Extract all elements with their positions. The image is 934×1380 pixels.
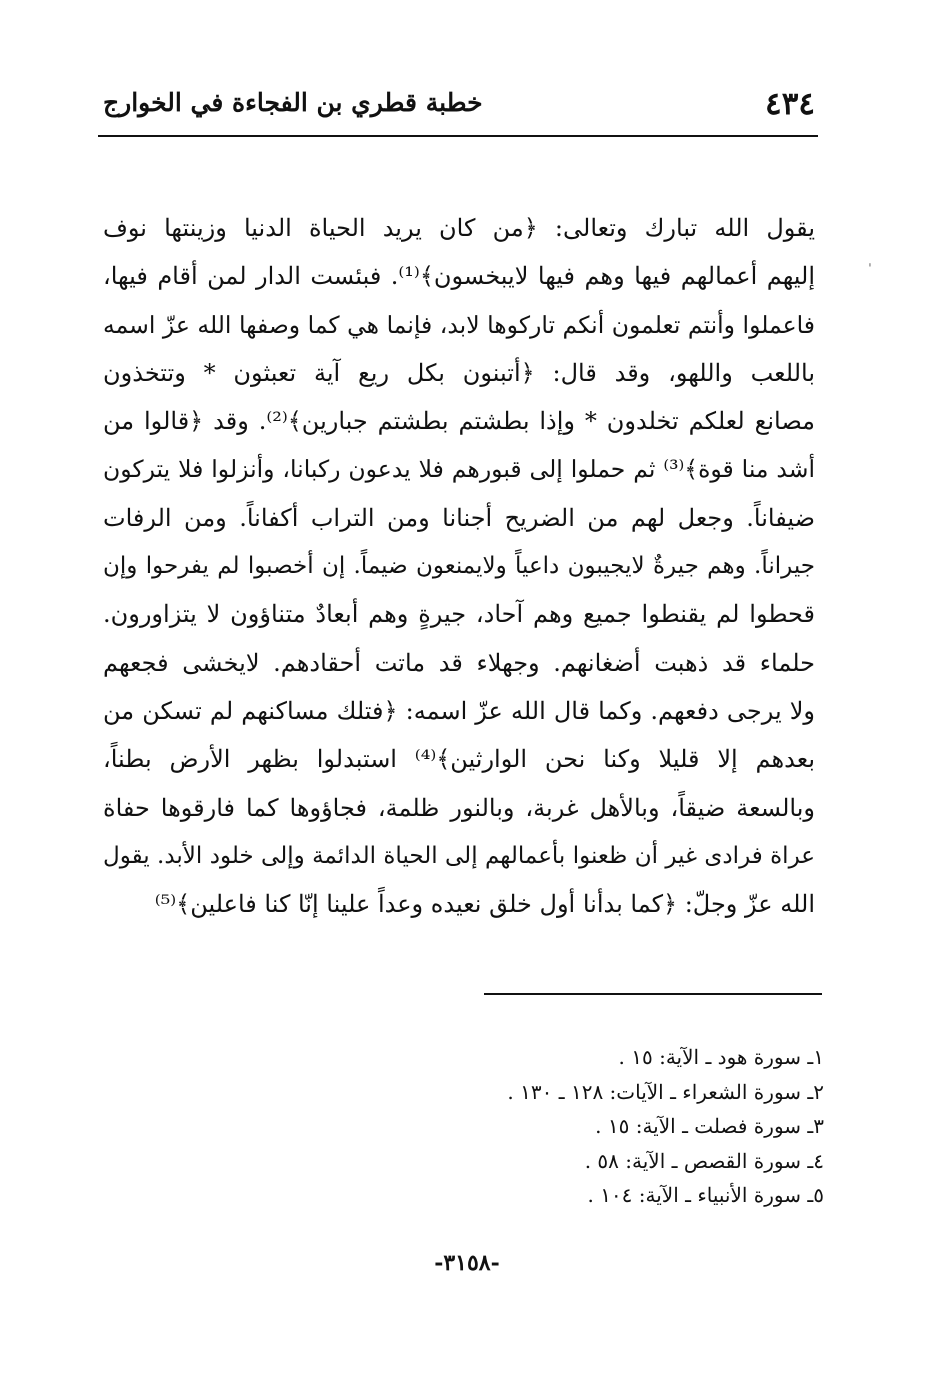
header-rule bbox=[98, 135, 818, 137]
text-line: بعدهم إلا قليلا وكنا نحن الوارثين﴾⁽⁴⁾ استبدلوا بظهر الأرض بطناً، bbox=[103, 745, 815, 774]
text-line: ضيفاناً. وجعل لهم من الضريح أجنانا ومن التراب أكفاناً. ومن الرفات bbox=[103, 503, 815, 532]
text-line: إليهم أعمالهم فيها وهم فيها لايبخسون﴾⁽¹⁾. فبئست الدار لمن أقام فيها، bbox=[103, 262, 815, 291]
text-line: الله عزّ وجلّ: ﴿كما بدأنا أول خلق نعيده وعداً علينا إنّا كنا فاعلين﴾⁽⁵⁾ bbox=[154, 890, 815, 919]
footnote: ٣ـ سورة فصلت ـ الآية: ١٥ . bbox=[595, 1114, 824, 1138]
text-line: مصانع لعلكم تخلدون * وإذا بطشتم بطشتم جبارين﴾⁽²⁾. وقد ﴿قالوا من bbox=[103, 407, 816, 436]
text-line: قحطوا لم يقنطوا جميع وهم آحاد، جيرةٍ وهم أبعادٌ متناؤون لا يتزاورون. bbox=[103, 600, 815, 629]
text-line: حلماء قد ذهبت أضغانهم. وجهلاء قد ماتت أحقادهم. لايخشى فجعهم bbox=[103, 648, 815, 677]
text-line: ولا يرجى دفعهم. وكما قال الله عزّ اسمه: ﴿فتلك مساكنهم لم تسكن من bbox=[103, 696, 815, 725]
text-line: وبالسعة ضيقاً، وبالأهل غربة، وبالنور ظلمة، فجاؤوها كما فارقوها حفاة bbox=[103, 793, 815, 822]
footnotes bbox=[304, 1040, 824, 1213]
text-line: باللعب واللهو، وقد قال: ﴿أتبنون بكل ريع آية تعبثون * وتتخذون bbox=[103, 358, 815, 387]
footnote: ٤ـ سورة القصص ـ الآية: ٥٨ . bbox=[584, 1148, 824, 1173]
running-header bbox=[103, 86, 815, 134]
margin-tick: ˈ bbox=[868, 262, 872, 278]
body-text bbox=[103, 204, 815, 928]
text-line: أشد منا قوة﴾⁽³⁾ ثم حملوا إلى قبورهم فلا يدعون ركبانا، وأنزلوا فلا يتركون bbox=[103, 455, 815, 484]
text-line: يقول الله تبارك وتعالى: ﴿من كان يريد الحياة الدنيا وزينتها نوف bbox=[103, 214, 815, 242]
footnote: ١ـ سورة هود ـ الآية: ١٥ . bbox=[618, 1045, 824, 1069]
footnote: ٢ـ سورة الشعراء ـ الآيات: ١٢٨ ـ ١٣٠ . bbox=[507, 1079, 824, 1104]
footnote: ٥ـ سورة الأنبياء ـ الآية: ١٠٤ . bbox=[587, 1183, 824, 1207]
folio-number: -٣١٥٨- bbox=[434, 1250, 500, 1276]
header-title: خطبة قطري بن الفجاءة في الخوارج bbox=[103, 88, 483, 117]
header-page-number: ٤٣٤ bbox=[765, 86, 815, 122]
text-line: جيراناً. وهم جيرةٌ لايجيبون داعياً ولايمنعون ضيماً. إن أخصبوا لم يفرحوا وإن bbox=[103, 553, 815, 580]
footnote-separator bbox=[484, 993, 822, 995]
text-line: عراة فرادى غير أن ظعنوا بأعمالهم إلى الحياة الدائمة وإلى خلود الأبد. يقول bbox=[103, 842, 815, 869]
text-line: فاعملوا وأنتم تعلمون أنكم تاركوها لابد، فإنما هي كما وصفها الله عزّ اسمه bbox=[103, 310, 815, 339]
